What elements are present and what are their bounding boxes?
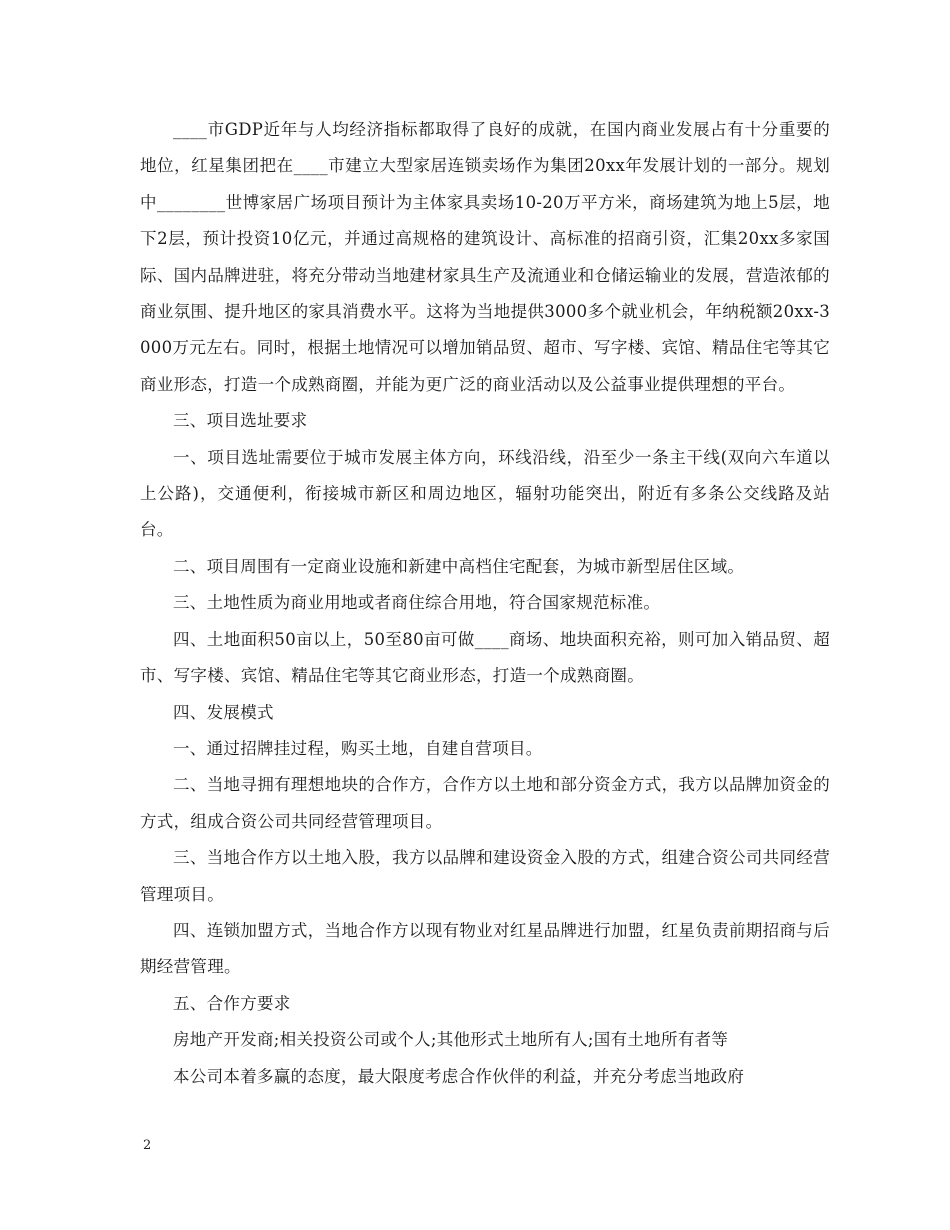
paragraph-site-req-4: 四、土地面积50亩以上，50至80亩可做____商场、地块面积充裕，则可加入销品贸、超市、写字楼、宾馆、精品住宅等其它商业形态，打造一个成熟商圈。: [140, 629, 830, 686]
paragraph-partner-types: 房地产开发商;相关投资公司或个人;其他形式土地所有人;国有土地所有者等: [173, 1030, 729, 1050]
paragraph-company-attitude: 本公司本着多赢的态度，最大限度考虑合作伙伴的利益，并充分考虑当地政府: [173, 1066, 745, 1086]
page-number: 2: [143, 1138, 152, 1153]
paragraph-site-req-3: 三、土地性质为商业用地或者商住综合用地，符合国家规范标准。: [173, 593, 661, 613]
heading-site-requirements: 三、项目选址要求: [173, 411, 308, 431]
paragraph-site-req-1: 一、项目选址需要位于城市发展主体方向，环线沿线，沿至少一条主干线(双向六车道以上公路)，交通便利，衔接城市新区和周边地区，辐射功能突出，附近有多条公交线路及站台。: [140, 447, 830, 540]
paragraph-mode-1: 一、通过招牌挂过程，购买土地，自建自营项目。: [173, 738, 543, 758]
heading-partner-requirements: 五、合作方要求: [173, 993, 291, 1013]
paragraph-site-req-2: 二、项目周围有一定商业设施和新建中高档住宅配套，为城市新型居住区域。: [173, 556, 745, 576]
paragraph-mode-4: 四、连锁加盟方式，当地合作方以现有物业对红星品牌进行加盟，红星负责前期招商与后期经营管理。: [140, 920, 830, 977]
document-body: [140, 112, 830, 1095]
heading-development-mode: 四、发展模式: [173, 702, 274, 722]
paragraph-mode-2: 二、当地寻拥有理想地块的合作方，合作方以土地和部分资金方式，我方以品牌加资金的方式，组成合资公司共同经营管理项目。: [140, 775, 830, 831]
paragraph-mode-3: 三、当地合作方以土地入股，我方以品牌和建设资金入股的方式，组建合资公司共同经营管理项目。: [140, 848, 830, 904]
paragraph-intro: ____市GDP近年与人均经济指标都取得了良好的成就，在国内商业发展占有十分重要的地位，红星集团把在____市建立大型家居连锁卖场作为集团20xx年发展计划的一部分。规划中________世博家居广场项目预计为主体家具卖场10-20万平方米，商场建筑为地上5层，地下2层，预计投资10亿元，并通过高规格的建筑设计、高标准的招商引资，汇集20xx多家国际、国内品牌进驻，将充分带动当地建材家具生产及流通业和仓储运输业的发展，营造浓郁的商业氛围、提升地区的家具消费水平。这将为当地提供3000多个就业机会，年纳税额20xx-3000万元左右。同时，根据土地情况可以增加销品贸、超市、写字楼、宾馆、精品住宅等其它商业形态，打造一个成熟商圈，并能为更广泛的商业活动以及公益事业提供理想的平台。: [140, 120, 830, 394]
